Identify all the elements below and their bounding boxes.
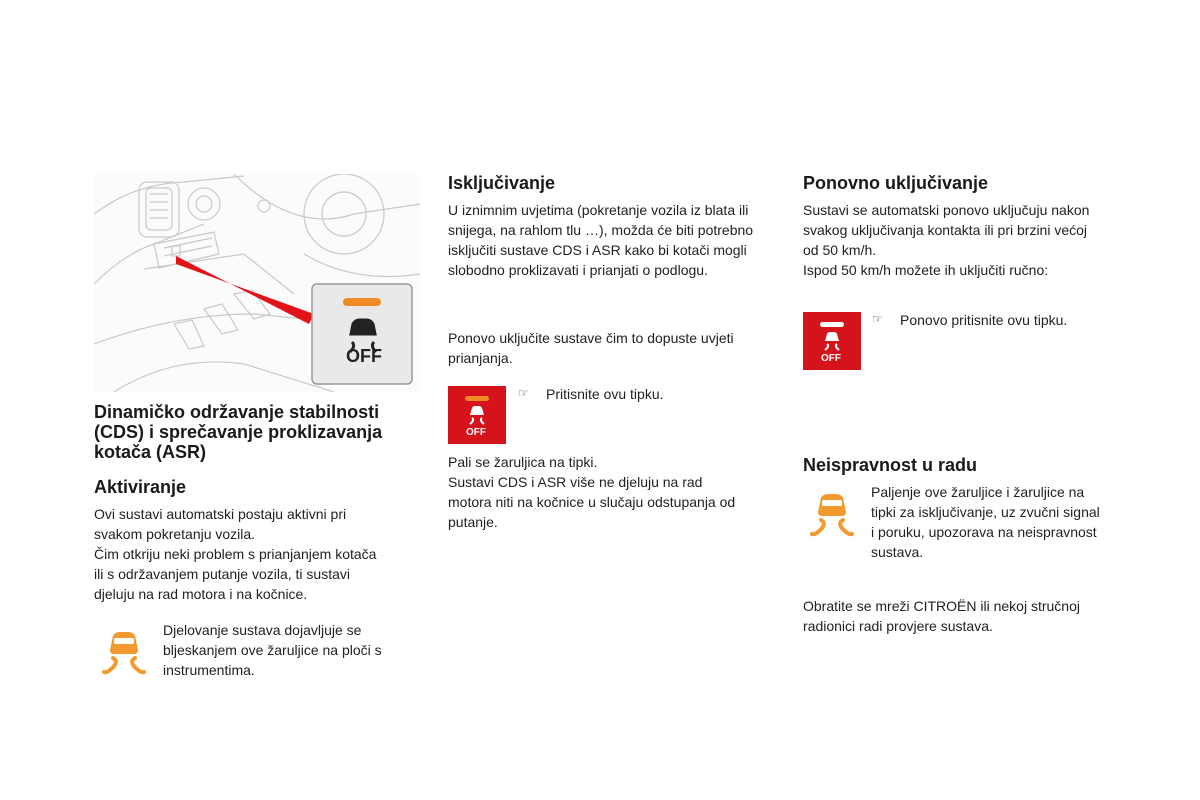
paragraph-line: tipki za isključivanje, uz zvučni signal — [871, 504, 1100, 520]
paragraph-line: Pali se žaruljica na tipki. — [448, 454, 598, 470]
button-indicator-light — [343, 298, 381, 306]
paragraph-line: Čim otkriju neki problem s prianjanjem kotača — [94, 546, 377, 562]
paragraph-line: isključiti sustave CDS i ASR kako bi kotači mogli — [448, 242, 747, 258]
paragraph-line: Obratite se mreži CITROËN ili nekoj stručnoj — [803, 598, 1080, 614]
paragraph-line: U iznimnim uvjetima (pokretanje vozila iz blata ili — [448, 202, 749, 218]
paragraph-line: radionici radi provjere sustava. — [803, 618, 993, 634]
paragraph-line: bljeskanjem ove žaruljice na ploči s — [163, 642, 382, 658]
press-again-instruction: Ponovo pritisnite ovu tipku. — [900, 312, 1068, 328]
indicator-light — [465, 396, 489, 401]
paragraph-line: slobodno proklizavati i prianjati o podlogu. — [448, 262, 708, 278]
off-label: OFF — [466, 427, 486, 438]
paragraph-line: putanje. — [448, 514, 498, 530]
paragraph-line: instrumentima. — [163, 662, 255, 678]
paragraph-line: Paljenje ove žaruljice i žaruljice na — [871, 484, 1085, 500]
reenable-heading: Ponovno uključivanje — [803, 173, 989, 193]
paragraph-line: Sustavi CDS i ASR više ne djeluju na rad — [448, 474, 703, 490]
paragraph-line: Ispod 50 km/h možete ih uključiti ručno: — [803, 262, 1049, 278]
paragraph-line: Ovi sustavi automatski postaju aktivni pri — [94, 506, 347, 522]
disable-result-text — [448, 452, 735, 532]
esp-off-button-icon — [803, 312, 861, 370]
paragraph-line: od 50 km/h. — [803, 242, 877, 258]
paragraph-line: snijega, na rahlom tlu …), možda će biti potrebno — [448, 222, 754, 238]
title-line: kotača (ASR) — [94, 442, 207, 462]
paragraph-line: Sustavi se automatski ponovo uključuju nakon — [803, 202, 1090, 218]
title-line: (CDS) i sprečavanje proklizavanja — [94, 422, 383, 442]
paragraph-line: sustava. — [871, 544, 924, 560]
reenable-intro-text — [803, 200, 1089, 280]
disable-heading: Isključivanje — [448, 173, 556, 193]
dashboard-illustration — [94, 174, 420, 392]
contact-text — [803, 596, 1080, 636]
fault-text — [871, 482, 1100, 562]
bullet-icon: ☞ — [872, 312, 883, 326]
paragraph-line: prianjanja. — [448, 350, 513, 366]
fault-heading: Neispravnost u radu — [803, 455, 978, 475]
paragraph-line: svakom pokretanju vozila. — [94, 526, 256, 542]
skid-car-icon — [808, 488, 856, 538]
paragraph-line: motora niti na kočnice u slučaju odstupanja od — [448, 494, 736, 510]
activation-heading: Aktiviranje — [94, 477, 187, 497]
warning-text — [163, 620, 382, 680]
paragraph-line: Djelovanje sustava dojavljuje se — [163, 622, 362, 638]
skid-car-icon — [467, 404, 487, 426]
title-line: Dinamičko održavanje stabilnosti — [94, 402, 380, 422]
esp-off-button-icon — [448, 386, 506, 444]
reenable-advice-text — [448, 328, 734, 368]
activation-text — [94, 504, 376, 604]
disable-intro-text — [448, 200, 753, 280]
skid-car-icon — [100, 626, 148, 676]
off-label: OFF — [821, 353, 841, 364]
paragraph-line: djeluju na rad motora i na kočnice. — [94, 586, 308, 602]
indicator-light — [820, 322, 844, 327]
paragraph-line: Ponovo uključite sustave čim to dopuste uvjeti — [448, 330, 734, 346]
press-instruction: Pritisnite ovu tipku. — [546, 386, 664, 402]
skid-car-icon — [822, 330, 842, 352]
paragraph-line: svakog uključivanja kontakta ili pri brzini većoj — [803, 222, 1088, 238]
bullet-icon: ☞ — [518, 386, 529, 400]
paragraph-line: ili s održavanjem putanje vozila, ti sustavi — [94, 566, 351, 582]
callout-off-label: OFF — [346, 346, 382, 366]
section-title — [94, 402, 382, 462]
paragraph-line: i poruku, upozorava na neispravnost — [871, 524, 1097, 540]
